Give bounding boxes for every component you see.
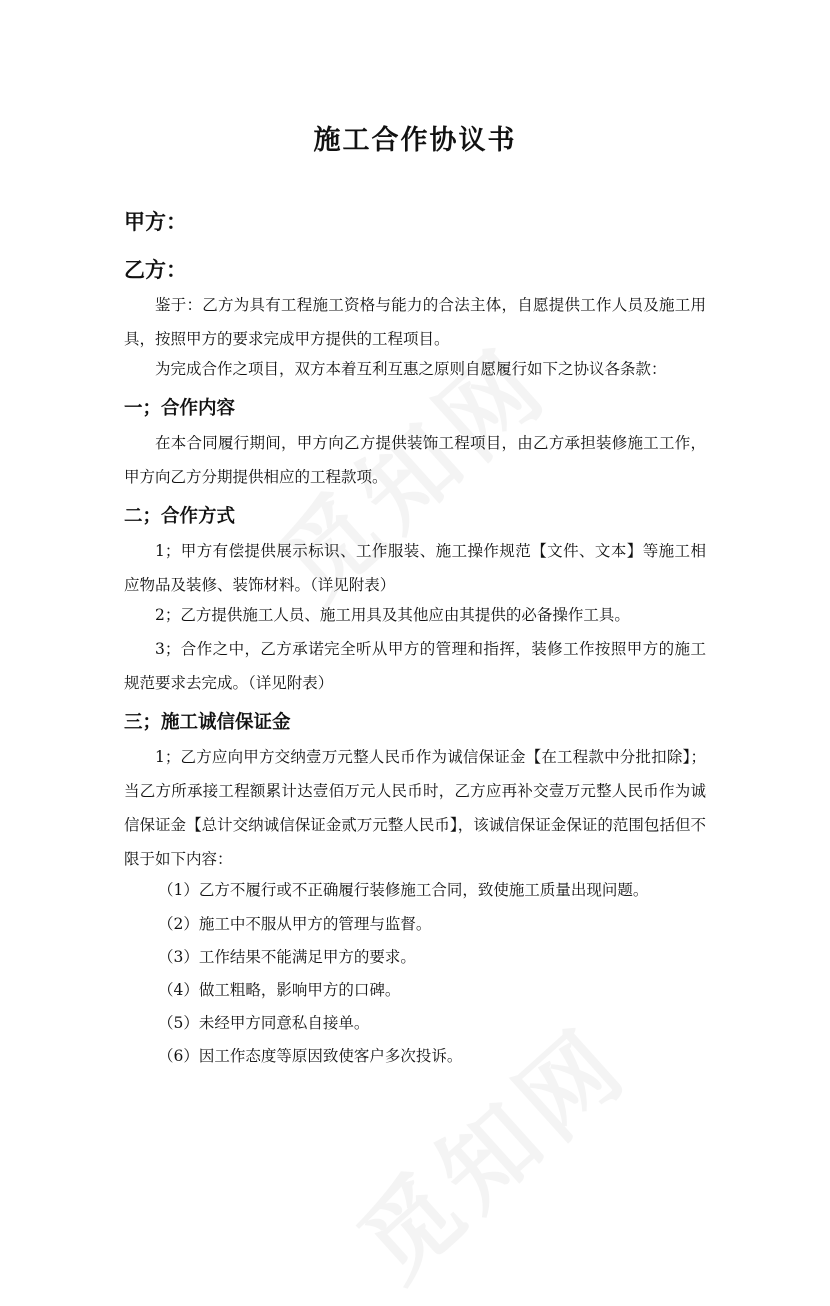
party-b-label: 乙方： (124, 258, 187, 282)
section-2-clause-1: 1；甲方有偿提供展示标识、工作服装、施工操作规范【文件、文本】等施工相应物品及装修、装饰材料。（详见附表） (124, 542, 706, 594)
section-3-clause-1: 1；乙方应向甲方交纳壹万元整人民币作为诚信保证金【在工程款中分批扣除】；当乙方所承接工程额累计达壹佰万元人民币时，乙方应再补交壹万元整人民币作为诚信保证金【总计交纳诚信保证金贰万元整人民币】，该诚信保证金保证的范围包括但不限于如下内容： (124, 748, 706, 868)
section-3-heading: 三；施工诚信保证金 (124, 712, 291, 733)
section-1-heading: 一；合作内容 (124, 398, 236, 419)
section-2-heading: 二；合作方式 (124, 506, 236, 527)
section-2-clause-3: 3；合作之中，乙方承诺完全听从甲方的管理和指挥，装修工作按照甲方的施工规范要求去完成。（详见附表） (124, 640, 706, 692)
section-1-body: 在本合同履行期间，甲方向乙方提供装饰工程项目，由乙方承担装修施工工作，甲方向乙方分期提供相应的工程款项。 (124, 434, 706, 486)
guarantee-item: （4）做工粗略，影响甲方的口碑。 (158, 981, 401, 999)
guarantee-item: （6）因工作态度等原因致使客户多次投诉。 (158, 1047, 463, 1065)
guarantee-item: （2）施工中不服从甲方的管理与监督。 (158, 915, 432, 933)
guarantee-item: （1）乙方不履行或不正确履行装修施工合同，致使施工质量出现问题。 (158, 881, 649, 899)
section-2-clause-2: 2；乙方提供施工人员、施工用具及其他应由其提供的必备操作工具。 (155, 606, 630, 624)
preamble-paragraph: 鉴于：乙方为具有工程施工资格与能力的合法主体，自愿提供工作人员及施工用具，按照甲方的要求完成甲方提供的工程项目。 (124, 296, 706, 348)
guarantee-item: （5）未经甲方同意私自接单。 (158, 1014, 370, 1032)
preamble-statement: 为完成合作之项目，双方本着互利互惠之原则自愿履行如下之协议各条款： (155, 360, 667, 378)
party-a-label: 甲方： (124, 210, 187, 234)
document-title: 施工合作协议书 (313, 125, 517, 156)
guarantee-item: （3）工作结果不能满足甲方的要求。 (158, 948, 416, 966)
